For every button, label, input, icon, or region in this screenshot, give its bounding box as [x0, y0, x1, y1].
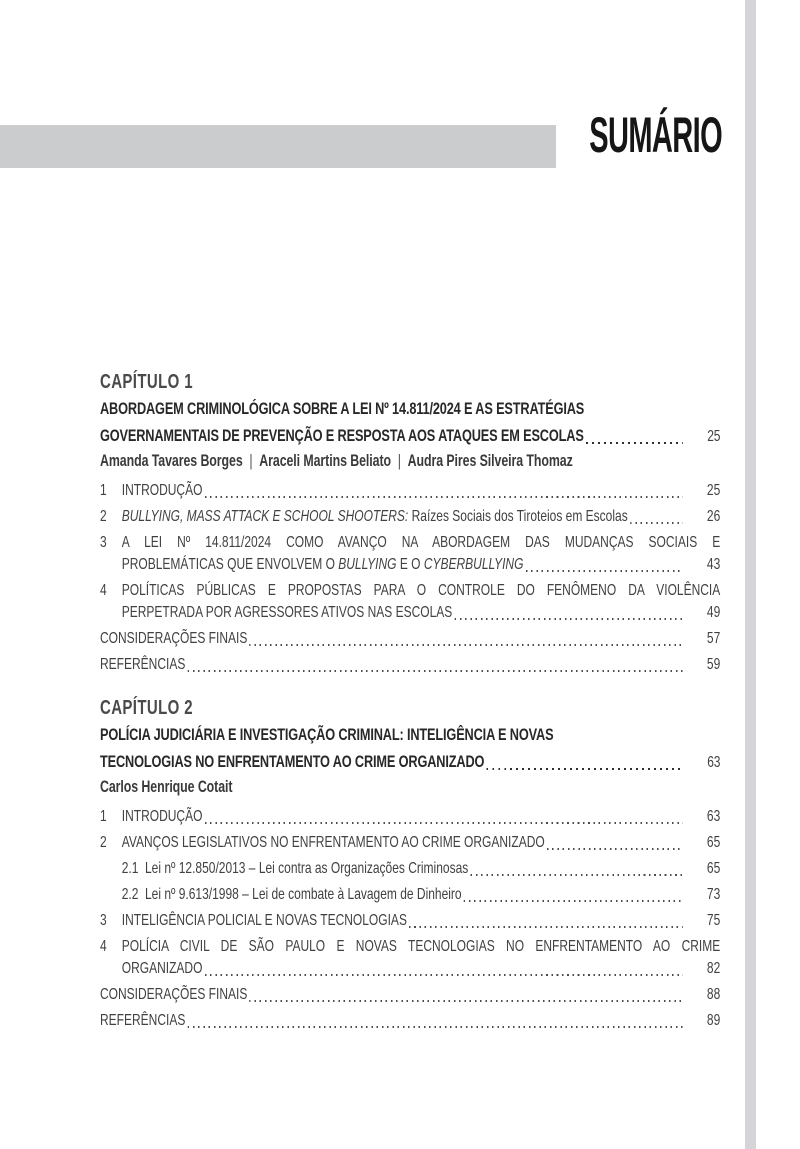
chapter-label: CAPÍTULO 2: [100, 697, 193, 719]
entry-page-number: 49: [706, 604, 721, 621]
entry-line: [100, 602, 720, 624]
entry-line: [100, 506, 720, 528]
chapter-title: [100, 721, 720, 776]
entry-page-number: 63: [706, 808, 721, 825]
entry-text-italic: CYBERBULLYING: [423, 556, 524, 573]
entry-number: 2: [100, 508, 107, 525]
entry-text: CONSIDERAÇÕES FINAIS: [100, 986, 248, 1003]
toc: [100, 370, 720, 1036]
toc-entry: [100, 480, 720, 502]
entry-line: [100, 480, 720, 502]
dotted-leader: [188, 1026, 683, 1028]
toc-entry-list: [100, 480, 720, 676]
entry-text: INTRODUÇÃO: [121, 808, 203, 825]
entry-page-number: 26: [706, 508, 721, 525]
dotted-leader: [586, 442, 683, 444]
author-name: Amanda Tavares Borges: [100, 452, 243, 470]
entry-number: 1: [100, 482, 107, 499]
entry-page-number: 57: [706, 630, 721, 647]
entry-text: POLÍCIA CIVIL DE SÃO PAULO E NOVAS TECNOLOGIAS NO ENFRENTAMENTO AO CRIME: [121, 938, 721, 955]
entry-page-number: 65: [706, 860, 721, 877]
entry-page-number: 88: [706, 986, 721, 1003]
toc-entry-list: [100, 806, 720, 1032]
entry-text: ORGANIZADO: [121, 960, 203, 977]
entry-page-number: 43: [706, 556, 721, 573]
toc-entry: [100, 910, 720, 932]
dotted-leader: [205, 496, 683, 498]
entry-text-wrap: [100, 984, 247, 1006]
author-name: Araceli Martins Beliato: [259, 452, 391, 470]
toc-entry: [100, 654, 720, 676]
entry-line: [100, 858, 720, 880]
entry-number: 2.2: [121, 886, 139, 903]
entry-number: 4: [100, 582, 107, 599]
toc-entry: [100, 884, 720, 906]
entry-line: [100, 654, 720, 676]
entry-line: [100, 832, 720, 854]
entry-number: 3: [100, 534, 107, 551]
entry-page-number: 25: [706, 482, 721, 499]
entry-text: REFERÊNCIAS: [100, 1012, 186, 1029]
chapter-title-text: POLÍCIA JUDICIÁRIA E INVESTIGAÇÃO CRIMINAL: INTELIGÊNCIA E NOVAS: [100, 725, 554, 744]
toc-entry: [100, 628, 720, 650]
entry-number: 3: [100, 912, 107, 929]
chapter-title-text: ABORDAGEM CRIMINOLÓGICA SOBRE A LEI Nº 14.811/2024 E AS ESTRATÉGIAS: [100, 399, 585, 418]
dotted-leader: [464, 900, 683, 902]
entry-text-wrap: [122, 806, 203, 828]
chapter-section: [100, 696, 720, 1032]
entry-text: AVANÇOS LEGISLATIVOS NO ENFRENTAMENTO AO CRIME ORGANIZADO: [121, 834, 545, 851]
entry-line: [100, 580, 720, 602]
chapter-page-number: 63: [707, 754, 721, 771]
entry-page-number: 73: [706, 886, 721, 903]
entry-text-wrap: [122, 554, 524, 576]
entry-text: INTELIGÊNCIA POLICIAL E NOVAS TECNOLOGIAS: [121, 912, 407, 929]
dotted-leader: [547, 848, 683, 850]
author-separator: |: [249, 452, 253, 470]
author-name: Carlos Henrique Cotait: [100, 778, 233, 796]
entry-line: [100, 984, 720, 1006]
entry-page-number: 75: [706, 912, 721, 929]
chapter-title: [100, 395, 720, 450]
toc-entry: [100, 858, 720, 880]
entry-line: [100, 532, 720, 554]
toc-entry: [100, 936, 720, 980]
entry-text: POLÍTICAS PÚBLICAS E PROPOSTAS PARA O CONTROLE DO FENÔMENO DA VIOLÊNCIA: [121, 582, 721, 599]
entry-line: [100, 554, 720, 576]
entry-text: CONSIDERAÇÕES FINAIS: [100, 630, 248, 647]
entry-line: [100, 1010, 720, 1032]
entry-text: E O: [396, 556, 424, 573]
entry-text-wrap: [100, 628, 247, 650]
entry-line: [100, 910, 720, 932]
toc-entry: [100, 1010, 720, 1032]
authors-line: [100, 776, 720, 798]
dotted-leader: [630, 522, 683, 524]
entry-text-wrap: [122, 910, 407, 932]
entry-line: [100, 884, 720, 906]
entry-text-wrap: [145, 884, 462, 906]
entry-number: 4: [100, 938, 107, 955]
entry-page-number: 89: [706, 1012, 721, 1029]
entry-text-wrap: [100, 1010, 185, 1032]
entry-text: Raízes Sociais dos Tiroteios em Escolas: [408, 508, 628, 525]
dotted-leader: [188, 670, 683, 672]
entry-text-italic: BULLYING: [338, 556, 397, 573]
entry-number: 2.1: [121, 860, 139, 877]
author-separator: |: [397, 452, 401, 470]
dotted-leader: [455, 618, 683, 620]
dotted-leader: [205, 822, 683, 824]
entry-text: PROBLEMÁTICAS QUE ENVOLVEM O: [121, 556, 339, 573]
entry-text-wrap: [122, 480, 203, 502]
dotted-leader: [205, 974, 683, 976]
entry-text-italic: BULLYING, MASS ATTACK E SCHOOL SHOOTERS:: [121, 508, 409, 525]
dotted-leader: [250, 1000, 683, 1002]
toc-entry: [100, 984, 720, 1006]
entry-page-number: 82: [706, 960, 721, 977]
entry-text-wrap: [100, 654, 185, 676]
summary-header-bar: [0, 125, 556, 168]
chapter-title-line: [100, 748, 720, 776]
entry-number: 1: [100, 808, 107, 825]
chapter-title-text: GOVERNAMENTAIS DE PREVENÇÃO E RESPOSTA AOS ATAQUES EM ESCOLAS: [100, 426, 584, 445]
toc-entry: [100, 806, 720, 828]
entry-text-wrap: [122, 506, 628, 528]
dotted-leader: [409, 926, 683, 928]
entry-page-number: 59: [706, 656, 721, 673]
entry-text-wrap: [122, 958, 203, 980]
dotted-leader: [250, 644, 683, 646]
chapter-title-line: [100, 395, 720, 422]
entry-line: [100, 628, 720, 650]
entry-text: A LEI Nº 14.811/2024 COMO AVANÇO NA ABORDAGEM DAS MUDANÇAS SOCIAIS E: [121, 534, 721, 551]
page-edge-strip: [745, 0, 756, 1149]
entry-text: Lei nº 9.613/1998 – Lei de combate à Lavagem de Dinheiro: [145, 886, 462, 903]
toc-entry: [100, 580, 720, 624]
entry-text-wrap: [122, 602, 453, 624]
toc-entry: [100, 532, 720, 576]
dotted-leader: [470, 874, 682, 876]
entry-text-wrap: [145, 858, 468, 880]
author-name: Audra Pires Silveira Thomaz: [407, 452, 573, 470]
entry-line: [100, 958, 720, 980]
chapter-label: CAPÍTULO 1: [100, 371, 193, 393]
entry-text: REFERÊNCIAS: [100, 656, 186, 673]
entry-text-wrap: [122, 832, 545, 854]
dotted-leader: [526, 570, 683, 572]
entry-text: Lei nº 12.850/2013 – Lei contra as Organizações Criminosas: [145, 860, 469, 877]
chapter-title-text: TECNOLOGIAS NO ENFRENTAMENTO AO CRIME ORGANIZADO: [100, 752, 485, 771]
entry-page-number: 65: [706, 834, 721, 851]
authors-line: [100, 450, 720, 472]
chapter-title-line: [100, 422, 720, 450]
toc-entry: [100, 832, 720, 854]
chapter-title-line: [100, 721, 720, 748]
toc-entry: [100, 506, 720, 528]
chapter-section: [100, 370, 720, 676]
entry-text: INTRODUÇÃO: [121, 482, 203, 499]
entry-line: [100, 806, 720, 828]
entry-text: PERPETRADA POR AGRESSORES ATIVOS NAS ESCOLAS: [121, 604, 453, 621]
entry-number: 2: [100, 834, 107, 851]
dotted-leader: [487, 768, 683, 770]
entry-line: [100, 936, 720, 958]
page-title: SUMÁRIO: [589, 107, 722, 163]
chapter-page-number: 25: [707, 428, 721, 445]
